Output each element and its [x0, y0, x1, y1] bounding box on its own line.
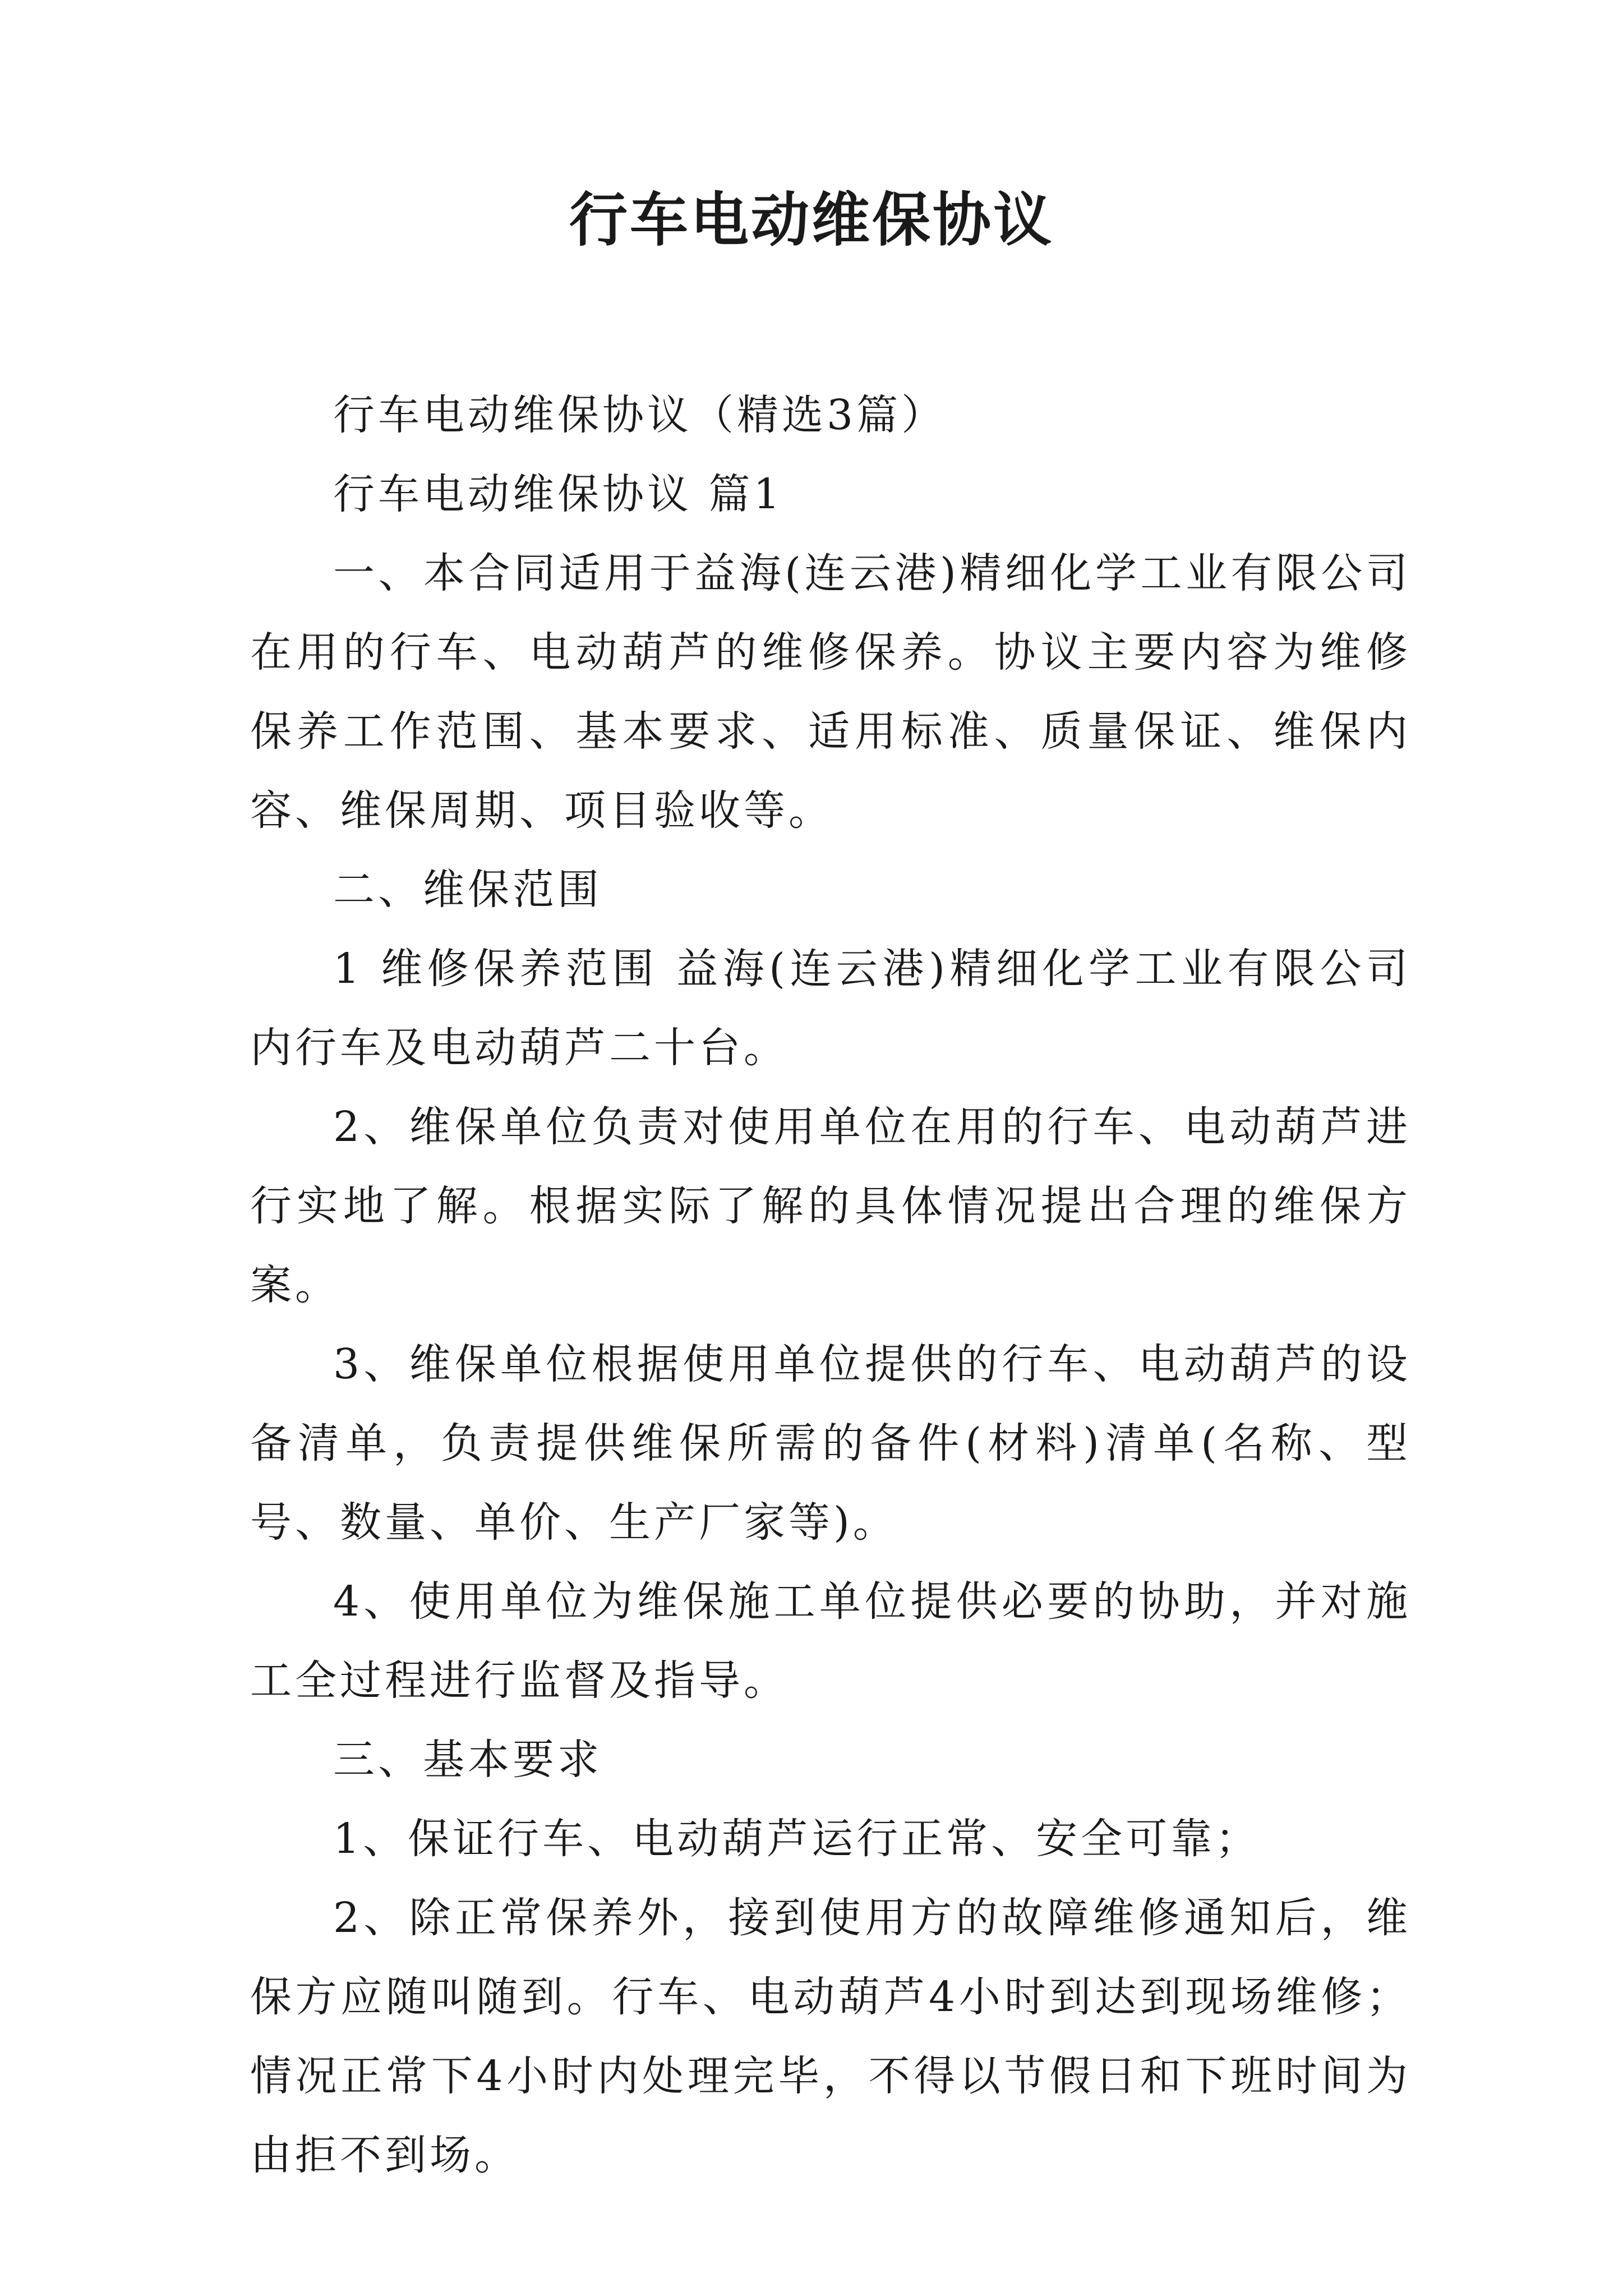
document-body — [250, 376, 1411, 2195]
document-title: 行车电动维保协议 — [569, 185, 1054, 254]
paragraph-scope-item-4: 4、使用单位为维保施工单位提供必要的协助，并对施工全过程进行监督及指导。 — [250, 1577, 1411, 1705]
paragraph-subtitle: 行车电动维保协议（精选3篇） — [333, 391, 947, 439]
paragraph-scope-item-1: 1 维修保养范围 益海(连云港)精细化学工业有限公司内行车及电动葫芦二十台。 — [250, 945, 1411, 1072]
section-heading-maintenance-scope: 二、维保范围 — [333, 866, 602, 914]
paragraph-scope-item-2: 2、维保单位负责对使用单位在用的行车、电动葫芦进行实地了解。根据实际了解的具体情况提出合理的维保方案。 — [250, 1103, 1411, 1309]
paragraph-scope-intro: 一、本合同适用于益海(连云港)精细化学工业有限公司在用的行车、电动葫芦的维修保养。协议主要内容为维修保养工作范围、基本要求、适用标准、质量保证、维保内容、维保周期、项目验收等。 — [250, 549, 1411, 835]
paragraph-requirement-1: 1、保证行车、电动葫芦运行正常、安全可靠； — [333, 1815, 1261, 1863]
paragraph-part-heading: 行车电动维保协议 篇1 — [333, 470, 783, 518]
paragraph-scope-item-3: 3、维保单位根据使用单位提供的行车、电动葫芦的设备清单，负责提供维保所需的备件(材料)清单(名称、型号、数量、单价、生产厂家等)。 — [250, 1340, 1411, 1547]
section-heading-basic-requirements: 三、基本要求 — [333, 1736, 602, 1784]
paragraph-requirement-2: 2、除正常保养外，接到使用方的故障维修通知后，维保方应随叫随到。行车、电动葫芦4小时到达到现场维修；情况正常下4小时内处理完毕，不得以节假日和下班时间为由拒不到场。 — [250, 1894, 1411, 2179]
